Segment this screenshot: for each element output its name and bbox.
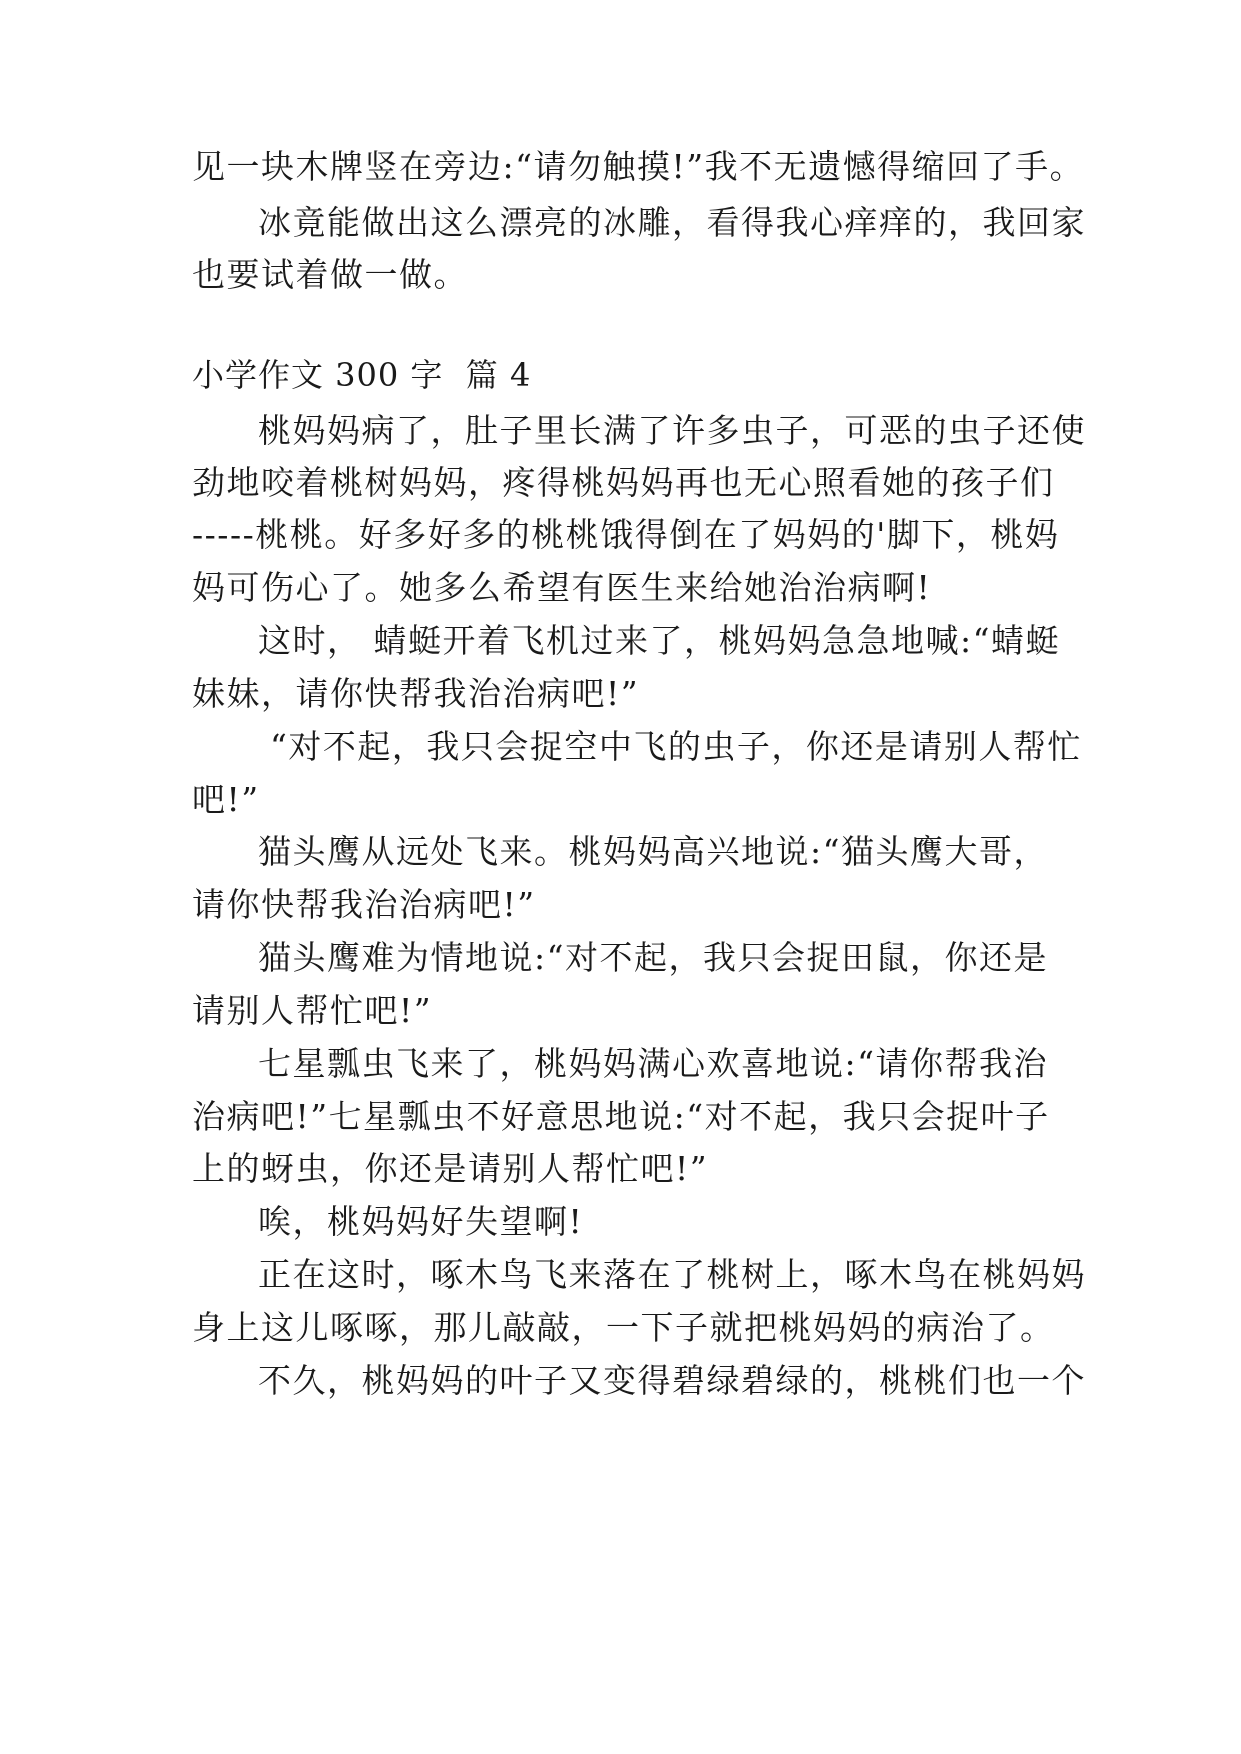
paragraph-line: 桃妈妈病了，肚子里长满了许多虫子，可恶的虫子还使 [258, 411, 1086, 450]
paragraph-line: 猫头鹰难为情地说:“对不起，我只会捉田鼠，你还是 [258, 938, 1048, 977]
paragraph-line: 不久，桃妈妈的叶子又变得碧绿碧绿的，桃桃们也一个 [258, 1361, 1086, 1400]
paragraph-line: 这时， 蜻蜓开着飞机过来了，桃妈妈急急地喊:“蜻蜓 [258, 621, 1060, 660]
paragraph-line: 身上这儿啄啄，那儿敲敲，一下子就把桃妈妈的病治了。 [192, 1308, 1055, 1347]
paragraph-line: 也要试着做一做。 [192, 255, 468, 294]
paragraph-line: 见一块木牌竖在旁边:“请勿触摸!”我不无遗憾得缩回了手。 [192, 147, 1085, 186]
paragraph-line: 唉，桃妈妈好失望啊! [258, 1202, 584, 1241]
paragraph-line: 上的蚜虫，你还是请别人帮忙吧!” [192, 1149, 709, 1188]
paragraph-line: 正在这时，啄木鸟飞来落在了桃树上，啄木鸟在桃妈妈 [258, 1255, 1086, 1294]
paragraph-line: 猫头鹰从远处飞来。桃妈妈高兴地说:“猫头鹰大哥， [258, 832, 1048, 871]
paragraph-line: 请别人帮忙吧!” [192, 991, 433, 1030]
section-heading: 小学作文 300 字 篇 4 [192, 356, 532, 394]
paragraph-line: 妈可伤心了。她多么希望有医生来给她治治病啊! [192, 568, 932, 607]
paragraph-line: 妹妹，请你快帮我治治病吧!” [192, 674, 640, 713]
paragraph-line: 劲地咬着桃树妈妈，疼得桃妈妈再也无心照看她的孩子们 [192, 463, 1055, 502]
paragraph-line: 治病吧!”七星瓢虫不好意思地说:“对不起，我只会捉叶子 [192, 1097, 1050, 1136]
paragraph-line: -----桃桃。好多好多的桃桃饿得倒在了妈妈的'脚下，桃妈 [192, 515, 1060, 554]
paragraph-line: “对不起，我只会捉空中飞的虫子，你还是请别人帮忙 [258, 727, 1082, 766]
paragraph-line: 请你快帮我治治病吧!” [192, 885, 536, 924]
paragraph-line: 七星瓢虫飞来了，桃妈妈满心欢喜地说:“请你帮我治 [258, 1044, 1048, 1083]
paragraph-line: 冰竟能做出这么漂亮的冰雕，看得我心痒痒的，我回家 [258, 203, 1086, 242]
paragraph-line: 吧!” [192, 780, 260, 819]
